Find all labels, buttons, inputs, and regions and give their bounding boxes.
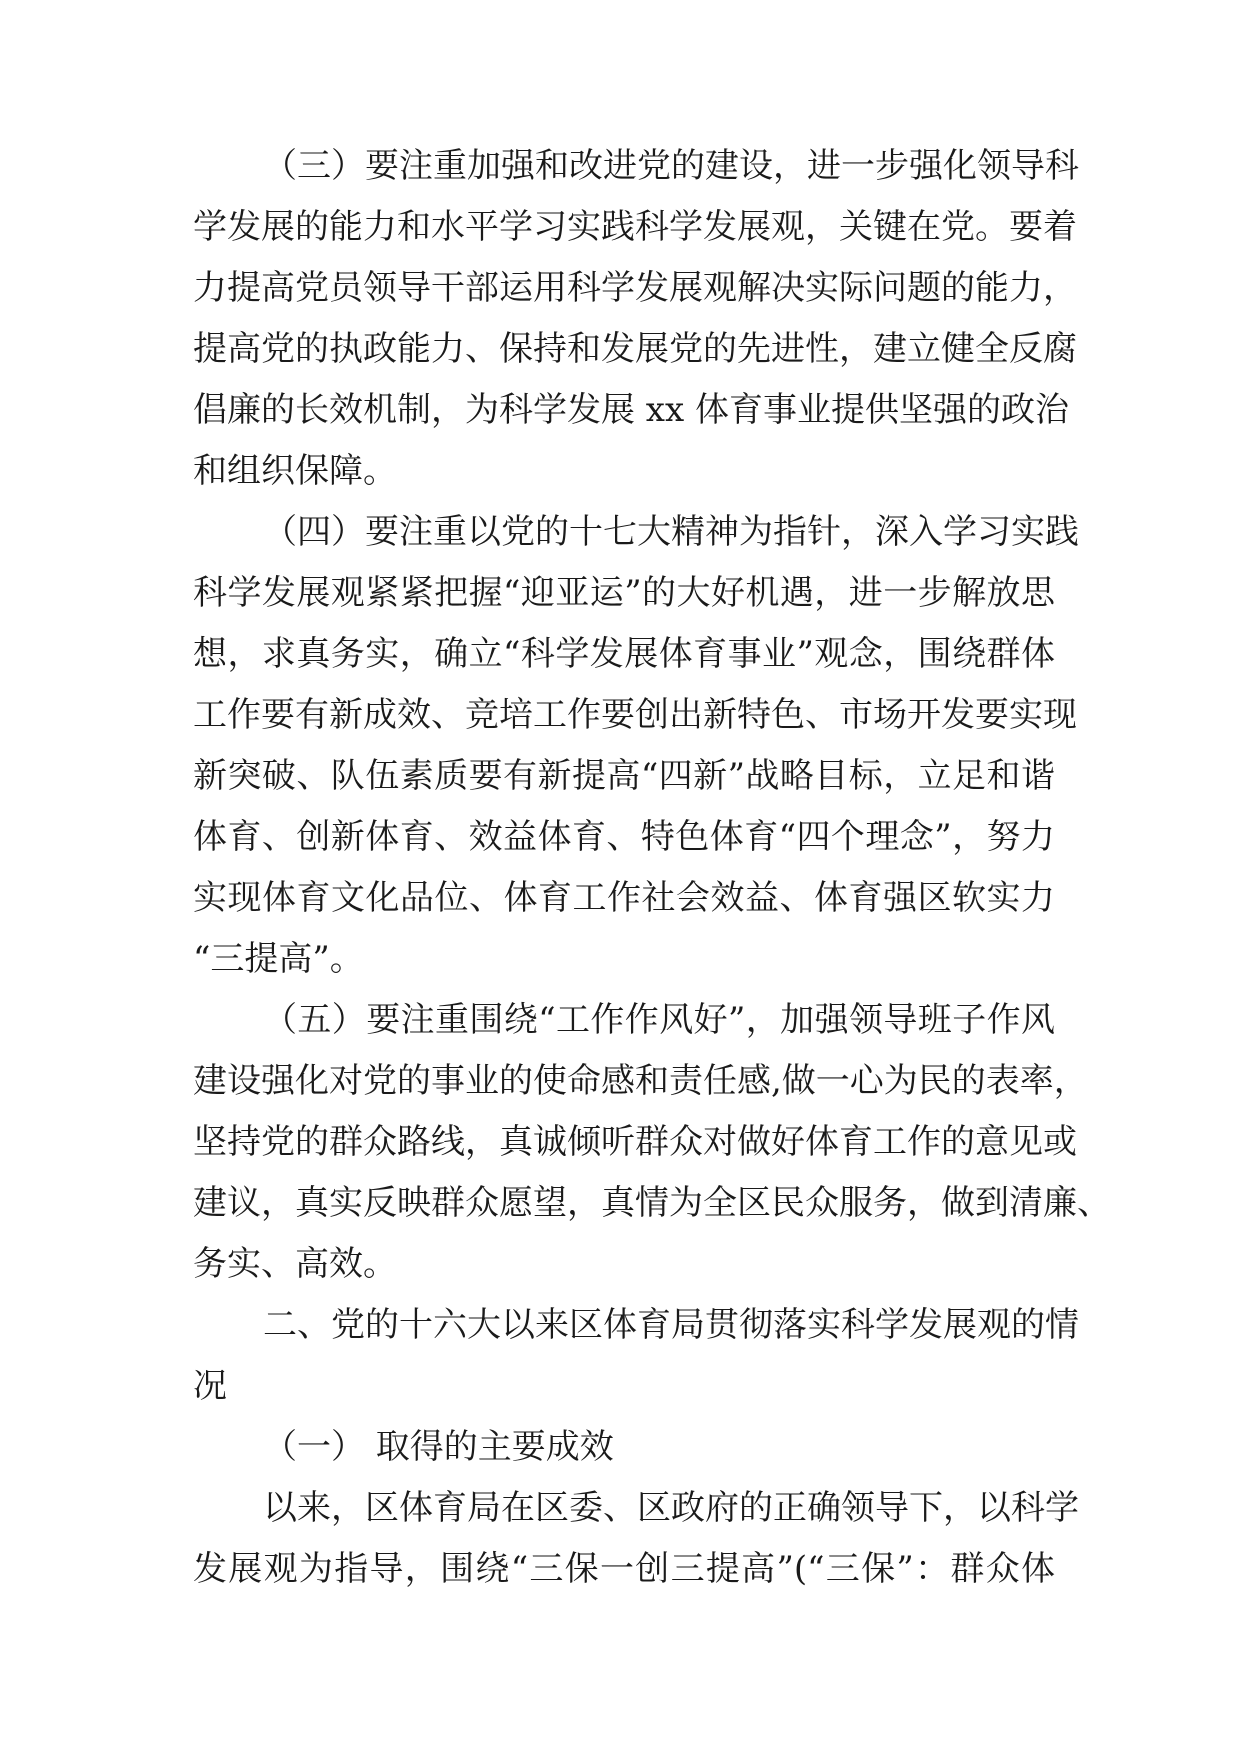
paragraph-4-line-8: “三提高”。 <box>193 939 364 979</box>
paragraph-3-line-5: 倡廉的长效机制，为科学发展 xx 体育事业提供坚强的政治 <box>193 390 1069 430</box>
paragraph-3-line-6: 和组织保障。 <box>193 451 397 491</box>
paragraph-5-line-3: 坚持党的群众路线，真诚倾听群众对做好体育工作的意见或 <box>193 1122 1077 1162</box>
paragraph-5-line-1: （五）要注重围绕“工作作风好”，加强领导班子作风 <box>263 1000 1055 1040</box>
paragraph-3-line-2: 学发展的能力和水平学习实践科学发展观，关键在党。要着 <box>193 207 1077 247</box>
section-2-heading-line-1: 二、党的十六大以来区体育局贯彻落实科学发展观的情 <box>263 1305 1079 1345</box>
section-2-heading-line-2: 况 <box>193 1366 227 1406</box>
paragraph-4-line-7: 实现体育文化品位、体育工作社会效益、体育强区软实力 <box>193 878 1055 918</box>
paragraph-3-line-4: 提高党的执政能力、保持和发展党的先进性，建立健全反腐 <box>193 329 1077 369</box>
paragraph-4-line-6: 体育、创新体育、效益体育、特色体育“四个理念”，努力 <box>193 817 1055 857</box>
paragraph-3-line-1: （三）要注重加强和改进党的建设，进一步强化领导科 <box>263 146 1079 186</box>
document-page <box>193 136 1111 1600</box>
paragraph-4-line-3: 想，求真务实，确立“科学发展体育事业”观念，围绕群体 <box>193 634 1055 674</box>
paragraph-4-line-1: （四）要注重以党的十七大精神为指针，深入学习实践 <box>263 512 1079 552</box>
paragraph-5-line-4: 建议，真实反映群众愿望，真情为全区民众服务，做到清廉、 <box>193 1183 1111 1223</box>
subsection-1-heading: （一） 取得的主要成效 <box>263 1427 614 1467</box>
paragraph-3-line-3: 力提高党员领导干部运用科学发展观解决实际问题的能力， <box>193 268 1077 308</box>
paragraph-4-line-5: 新突破、队伍素质要有新提高“四新”战略目标，立足和谐 <box>193 756 1055 796</box>
paragraph-5-line-5: 务实、高效。 <box>193 1244 397 1284</box>
paragraph-4-line-2: 科学发展观紧紧把握“迎亚运”的大好机遇，进一步解放思 <box>193 573 1055 613</box>
paragraph-4-line-4: 工作要有新成效、竞培工作要创出新特色、市场开发要实现 <box>193 695 1077 735</box>
body-paragraph-line-1: 以来，区体育局在区委、区政府的正确领导下，以科学 <box>263 1488 1079 1528</box>
paragraph-5-line-2: 建设强化对党的事业的使命感和责任感,做一心为民的表率， <box>193 1061 1088 1101</box>
body-paragraph-line-2: 发展观为指导，围绕“三保一创三提高”(“三保”：群众体 <box>193 1549 1055 1589</box>
